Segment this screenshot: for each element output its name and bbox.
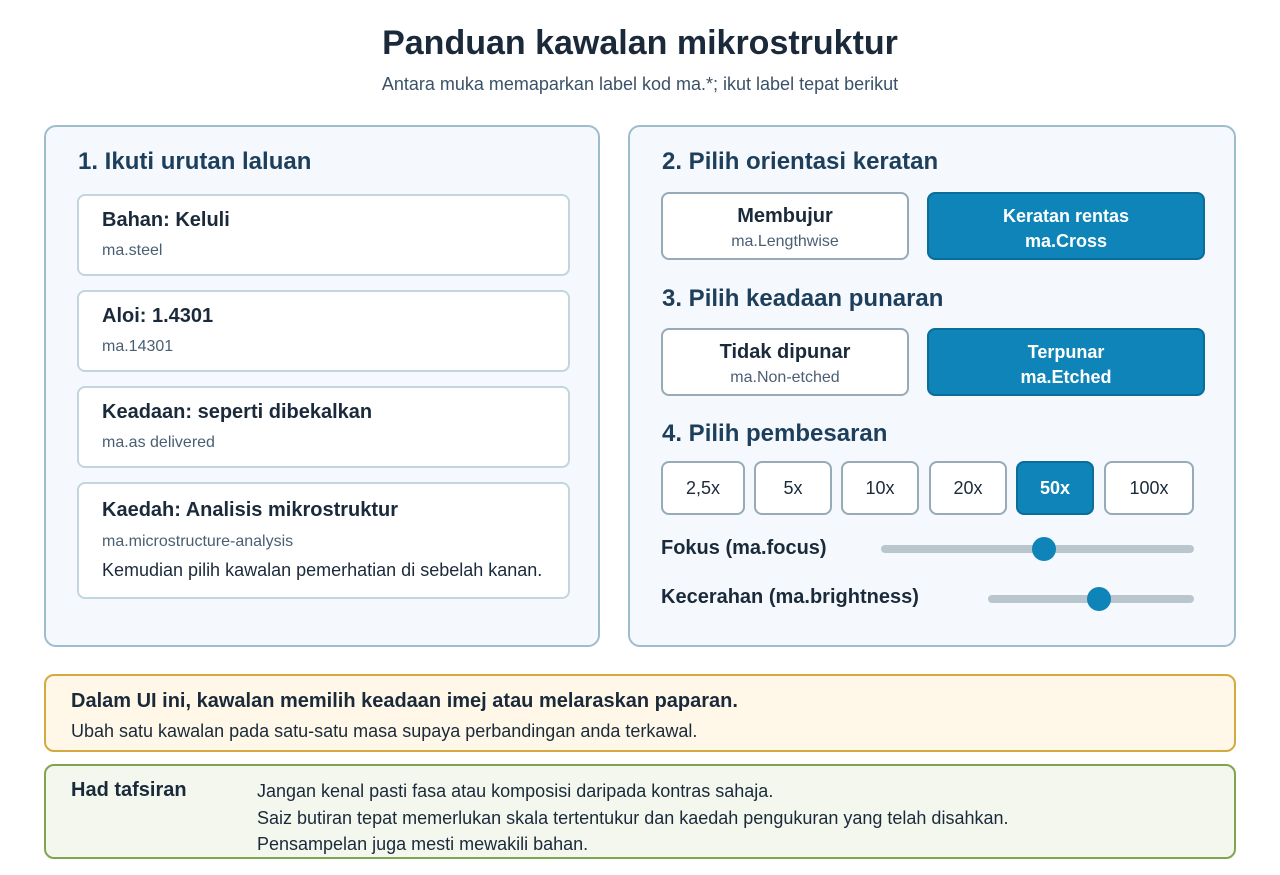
brightness-label: Kecerahan (ma.brightness) <box>661 586 919 608</box>
magnification-option-20x[interactable]: 20x <box>929 461 1007 515</box>
step-title: Kaedah: Analisis mikrostruktur <box>102 499 399 521</box>
note-text: Ubah satu kawalan pada satu-satu masa supaya perbandingan anda terkawal. <box>71 721 698 741</box>
option-label: Keratan rentas <box>1002 206 1130 226</box>
step-note: Kemudian pilih kawalan pemerhatian di sebelah kanan. <box>102 560 543 580</box>
etching-option-etched[interactable] <box>927 328 1205 396</box>
limits-line: Pensampelan juga mesti mewakili bahan. <box>257 834 589 854</box>
focus-slider-handle[interactable] <box>1032 537 1056 561</box>
page-title: Panduan kawalan mikrostruktur <box>382 24 898 62</box>
option-code: ma.Lengthwise <box>731 233 839 250</box>
limits-line: Jangan kenal pasti fasa atau komposisi daripada kontras sahaja. <box>257 781 774 801</box>
option-code: ma.Non-etched <box>730 369 840 386</box>
option-label: Tidak dipunar <box>719 341 851 363</box>
step-card-alloy <box>77 290 570 372</box>
option-label: Terpunar <box>1027 342 1105 362</box>
orientation-option-lengthwise[interactable] <box>661 192 909 260</box>
option-label: Membujur <box>737 205 833 227</box>
magnification-option-100x[interactable]: 100x <box>1104 461 1194 515</box>
etching-option-non-etched[interactable] <box>661 328 909 396</box>
info-note <box>44 674 1236 752</box>
magnification-heading: 4. Pilih pembesaran <box>662 420 888 447</box>
interpretation-limits <box>44 764 1236 859</box>
magnification-option-5x[interactable]: 5x <box>754 461 832 515</box>
magnification-option-2-5x[interactable]: 2,5x <box>661 461 745 515</box>
step-code: ma.microstructure-analysis <box>102 533 294 550</box>
step-card-condition <box>77 386 570 468</box>
page-subtitle: Antara muka memaparkan label kod ma.*; ikut label tepat berikut <box>381 74 899 94</box>
step-title: Keadaan: seperti dibekalkan <box>102 401 373 423</box>
step-code: ma.as delivered <box>102 434 215 451</box>
option-code: ma.Cross <box>1024 231 1108 251</box>
step-title: Bahan: Keluli <box>102 209 230 231</box>
orientation-heading: 2. Pilih orientasi keratan <box>662 148 939 175</box>
etching-heading: 3. Pilih keadaan punaran <box>662 285 944 312</box>
focus-label: Fokus (ma.focus) <box>661 537 827 559</box>
controls-panel <box>628 125 1236 647</box>
orientation-option-cross[interactable] <box>927 192 1205 260</box>
focus-slider[interactable] <box>881 545 1194 553</box>
brightness-slider[interactable] <box>988 595 1194 603</box>
route-heading: 1. Ikuti urutan laluan <box>78 148 312 175</box>
step-title: Aloi: 1.4301 <box>102 305 214 327</box>
limits-title: Had tafsiran <box>71 779 187 801</box>
route-panel <box>44 125 600 647</box>
limits-line: Saiz butiran tepat memerlukan skala tertentukur dan kaedah pengukuran yang telah disahkan. <box>257 808 1009 828</box>
note-title: Dalam UI ini, kawalan memilih keadaan imej atau melaraskan paparan. <box>71 690 738 712</box>
step-code: ma.14301 <box>102 338 174 355</box>
magnification-option-50x[interactable]: 50x <box>1016 461 1094 515</box>
step-card-method <box>77 482 570 599</box>
step-card-material <box>77 194 570 276</box>
magnification-option-10x[interactable]: 10x <box>841 461 919 515</box>
option-code: ma.Etched <box>1020 367 1112 387</box>
brightness-slider-handle[interactable] <box>1087 587 1111 611</box>
step-code: ma.steel <box>102 242 163 259</box>
